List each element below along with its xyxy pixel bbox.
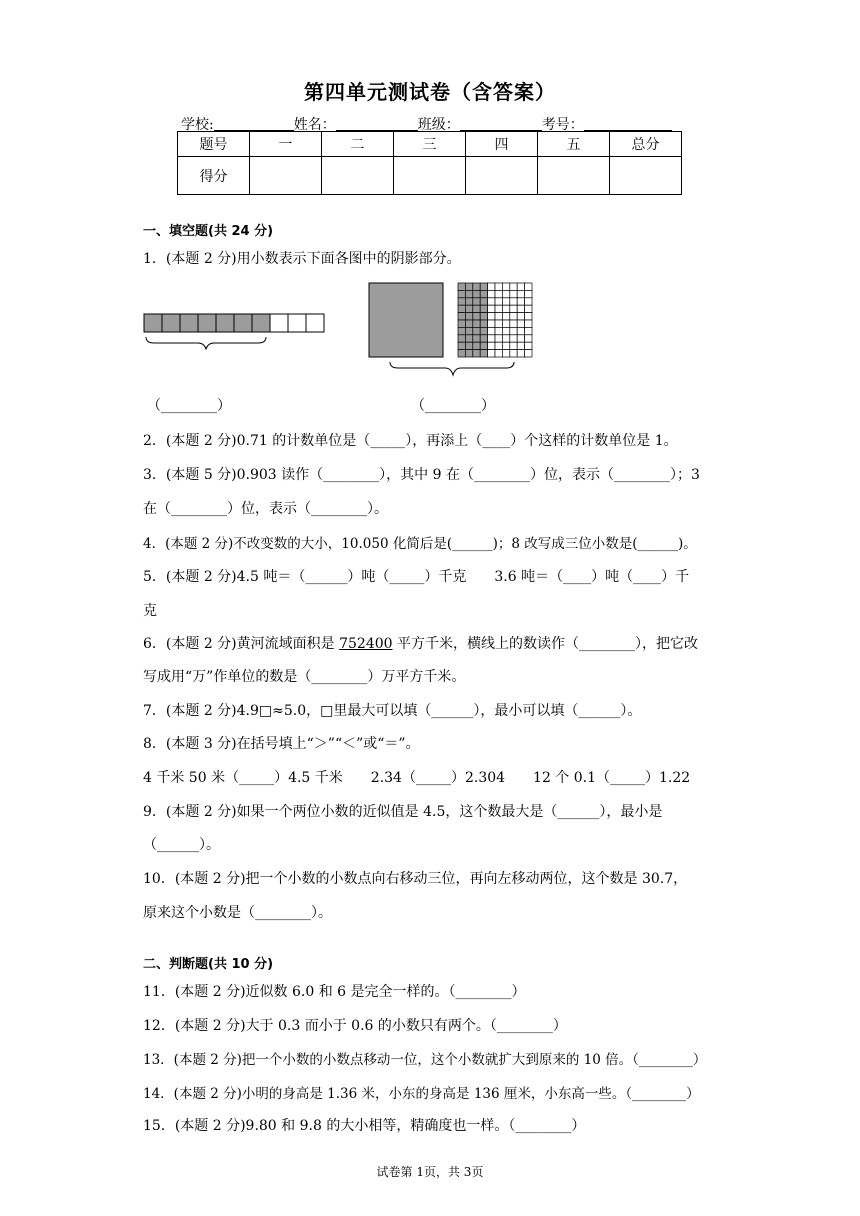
grid-cell xyxy=(488,290,495,297)
grid-cell xyxy=(510,342,517,349)
strip-cell-shaded xyxy=(162,314,180,332)
grid-cell xyxy=(502,305,509,312)
question-6-line1 xyxy=(143,633,698,653)
q1-answer-right[interactable]: （________） xyxy=(411,398,495,414)
question-8: 8．(本题 3 分)在括号填上“＞”“＜”或“＝”。 xyxy=(143,736,420,752)
question-11: 11．(本题 2 分)近似数 6.0 和 6 是完全一样的。（________） xyxy=(143,984,526,1000)
question-2: 2．(本题 2 分)0.71 的计数单位是（_____），再添上（____）个这样的计数单位是 1。 xyxy=(143,433,678,449)
grid-cell xyxy=(510,313,517,320)
square-grid-figure xyxy=(365,280,537,382)
school-blank xyxy=(214,116,294,131)
grid-cell-shaded xyxy=(473,320,480,327)
grid-cell xyxy=(517,290,524,297)
grid-cell xyxy=(517,320,524,327)
grid-cell xyxy=(525,283,532,290)
grid-cell xyxy=(525,313,532,320)
strip-cell-shaded xyxy=(198,314,216,332)
grid-cell xyxy=(488,283,495,290)
class-blank xyxy=(460,116,542,131)
q6-text-post: 平方千米，横线上的数读作（________），把它改 xyxy=(392,636,698,652)
grid-cell-shaded xyxy=(473,350,480,357)
grid-cell-shaded xyxy=(473,290,480,297)
exam-no-label: 考号： xyxy=(541,117,584,133)
grid-cell xyxy=(495,327,502,334)
question-4: 4．(本题 2 分)不改变数的大小，10.050 化简后是(______)；8 改写成三位小数是(______)。 xyxy=(143,536,697,552)
score-cell[interactable] xyxy=(538,157,610,195)
grid-cell-shaded xyxy=(473,342,480,349)
exam-no-blank xyxy=(584,116,672,131)
header-cell: 一 xyxy=(250,132,322,157)
grid-cell xyxy=(488,327,495,334)
score-cell[interactable] xyxy=(394,157,466,195)
grid-cell-shaded xyxy=(458,298,465,305)
page-footer: 试卷第 1页，共 3页 xyxy=(376,1165,484,1179)
grid-cell xyxy=(488,335,495,342)
grid-cell xyxy=(495,350,502,357)
grid-cell xyxy=(495,313,502,320)
strip-cell xyxy=(270,314,288,332)
question-13: 13．(本题 2 分)把一个小数的小数点移动一位，这个小数就扩大到原来的 10 倍。（________） xyxy=(143,1052,707,1068)
grid-cell xyxy=(502,320,509,327)
grid-cell-shaded xyxy=(465,320,472,327)
grid-cell xyxy=(510,350,517,357)
q6-text-pre: 6．(本题 2 分)黄河流域面积是 xyxy=(143,636,340,652)
header-cell: 三 xyxy=(394,132,466,157)
grid-cell-shaded xyxy=(458,327,465,334)
grid-cell xyxy=(495,298,502,305)
grid-cell xyxy=(510,298,517,305)
score-table xyxy=(177,131,682,195)
question-15: 15．(本题 2 分)9.80 和 9.8 的大小相等，精确度也一样。（________） xyxy=(143,1118,586,1134)
grid-cell xyxy=(495,320,502,327)
grid-cell-shaded xyxy=(458,283,465,290)
score-cell[interactable] xyxy=(466,157,538,195)
strip-cell-shaded xyxy=(216,314,234,332)
question-3-line2: 在（________）位，表示（________）。 xyxy=(143,501,388,517)
grid-cell xyxy=(525,298,532,305)
grid-cell xyxy=(495,342,502,349)
grid-cell-shaded xyxy=(465,313,472,320)
grid-cell-shaded xyxy=(465,305,472,312)
grid-cell-shaded xyxy=(480,283,487,290)
grid-cell xyxy=(517,327,524,334)
grid-cell-shaded xyxy=(480,342,487,349)
grid-cell-shaded xyxy=(458,305,465,312)
grid-cell xyxy=(510,290,517,297)
grid-cell xyxy=(488,313,495,320)
grid-cell-shaded xyxy=(458,313,465,320)
strip-brace xyxy=(146,337,266,349)
grid-cell xyxy=(502,298,509,305)
grid-cell-shaded xyxy=(480,298,487,305)
grid-cell xyxy=(495,305,502,312)
strip-cell-shaded xyxy=(144,314,162,332)
score-row-label: 得分 xyxy=(178,157,250,195)
question-6-line2: 写成用“万”作单位的数是（________）万平方千米。 xyxy=(143,669,466,685)
question-8-items: 4 千米 50 米（_____）4.5 千米 2.34（_____）2.304 12 个 0.1（_____）1.22 xyxy=(143,770,691,786)
name-label: 姓名： xyxy=(293,117,336,133)
strip-cell xyxy=(306,314,324,332)
section1-heading: 一、填空题(共 24 分) xyxy=(143,224,274,239)
score-cell[interactable] xyxy=(610,157,682,195)
header-cell: 五 xyxy=(538,132,610,157)
header-cell: 总分 xyxy=(610,132,682,157)
header-cell: 二 xyxy=(322,132,394,157)
grid-cell xyxy=(502,283,509,290)
grid-cell-shaded xyxy=(465,290,472,297)
question-12: 12．(本题 2 分)大于 0.3 而小于 0.6 的小数只有两个。（________） xyxy=(143,1018,567,1034)
shaded-square xyxy=(369,283,443,357)
grid-cell xyxy=(488,342,495,349)
header-cell: 题号 xyxy=(178,132,250,157)
grid-cell xyxy=(495,283,502,290)
grid-cell-shaded xyxy=(480,327,487,334)
grid-cell xyxy=(510,335,517,342)
q1-answer-left[interactable]: （________） xyxy=(147,398,231,414)
strip-cell-shaded xyxy=(252,314,270,332)
grid-cell-shaded xyxy=(458,335,465,342)
grid-cell-shaded xyxy=(465,350,472,357)
grid-cell xyxy=(525,290,532,297)
grid-cell-shaded xyxy=(473,283,480,290)
grid-cell-shaded xyxy=(480,350,487,357)
page-title: 第四单元测试卷（含答案） xyxy=(304,80,556,104)
grid-cell-shaded xyxy=(480,320,487,327)
grid-cell xyxy=(517,305,524,312)
score-table-header-row xyxy=(178,132,682,157)
grid-cell xyxy=(510,327,517,334)
grid-cell-shaded xyxy=(465,327,472,334)
section2-heading: 二、判断题(共 10 分) xyxy=(143,957,274,972)
grid-cell-shaded xyxy=(458,342,465,349)
strip-figure xyxy=(140,305,330,353)
grid-cell xyxy=(502,313,509,320)
name-blank xyxy=(336,116,418,131)
header-cell: 四 xyxy=(466,132,538,157)
grid-cell xyxy=(502,327,509,334)
grid-cell-shaded xyxy=(458,320,465,327)
strip-cell-shaded xyxy=(234,314,252,332)
grid-cell-shaded xyxy=(473,335,480,342)
question-9-line1: 9．(本题 2 分)如果一个两位小数的近似值是 4.5，这个数最大是（______），最小是 xyxy=(143,804,663,820)
question-1: 1．(本题 2 分)用小数表示下面各图中的阴影部分。 xyxy=(143,251,461,267)
question-7: 7．(本题 2 分)4.9□≈5.0，□里最大可以填（______），最小可以填（______）。 xyxy=(143,703,642,719)
grid-cell xyxy=(517,335,524,342)
class-label: 班级： xyxy=(417,117,460,133)
grid-cell xyxy=(510,283,517,290)
score-cell[interactable] xyxy=(322,157,394,195)
grid-cell xyxy=(525,335,532,342)
grid-cell-shaded xyxy=(465,298,472,305)
grid-cell xyxy=(517,298,524,305)
question-10-line1: 10．(本题 2 分)把一个小数的小数点向右移动三位，再向左移动两位，这个数是 30.7， xyxy=(143,871,688,887)
grid-cell xyxy=(517,350,524,357)
grid-cell-shaded xyxy=(458,350,465,357)
strip-cell-shaded xyxy=(180,314,198,332)
grid-cell xyxy=(488,298,495,305)
grid-cell xyxy=(525,350,532,357)
grid-cell-shaded xyxy=(465,335,472,342)
grid-cell xyxy=(488,350,495,357)
grid-cell xyxy=(502,335,509,342)
grid-cell-shaded xyxy=(480,335,487,342)
score-cell[interactable] xyxy=(250,157,322,195)
grid-cell xyxy=(488,305,495,312)
question-5-line1: 5．(本题 2 分)4.5 吨＝（______）吨（_____）千克 3.6 吨＝（____）吨（____）千 xyxy=(143,569,690,585)
grid-cell-shaded xyxy=(465,342,472,349)
grid-cell-shaded xyxy=(473,305,480,312)
grid-cell xyxy=(502,290,509,297)
strip-cell xyxy=(288,314,306,332)
grid-cell-shaded xyxy=(473,298,480,305)
question-3-line1: 3．(本题 5 分)0.903 读作（________），其中 9 在（________）位，表示（________）；3 xyxy=(143,467,700,483)
grid-cell xyxy=(525,320,532,327)
grid-cell xyxy=(510,320,517,327)
q6-underlined-number: 752400 xyxy=(339,636,393,652)
grid-cell xyxy=(517,342,524,349)
grid-cell xyxy=(502,342,509,349)
grid-cell-shaded xyxy=(480,290,487,297)
grid-cell xyxy=(495,335,502,342)
grid-cell xyxy=(525,327,532,334)
grid-cell-shaded xyxy=(480,313,487,320)
grid-cell xyxy=(517,283,524,290)
grid-cell-shaded xyxy=(458,290,465,297)
school-label: 学校: xyxy=(181,117,214,133)
grid-cell xyxy=(488,320,495,327)
grid-cell xyxy=(525,305,532,312)
grid-cell xyxy=(495,290,502,297)
question-14: 14．(本题 2 分)小明的身高是 1.36 米，小东的身高是 136 厘米，小东高一些。（________） xyxy=(143,1086,700,1102)
grid-cell-shaded xyxy=(473,327,480,334)
question-9-line2: （______）。 xyxy=(143,837,220,853)
grid-cell xyxy=(517,313,524,320)
grid-cell xyxy=(502,350,509,357)
question-5-line2: 克 xyxy=(143,603,157,619)
grid-cell xyxy=(525,342,532,349)
grid-brace xyxy=(390,362,514,375)
question-10-line2: 原来这个小数是（________）。 xyxy=(143,905,332,921)
score-table-score-row xyxy=(178,157,682,195)
grid-cell-shaded xyxy=(473,313,480,320)
grid-cell xyxy=(510,305,517,312)
grid-cell-shaded xyxy=(465,283,472,290)
grid-cell-shaded xyxy=(480,305,487,312)
